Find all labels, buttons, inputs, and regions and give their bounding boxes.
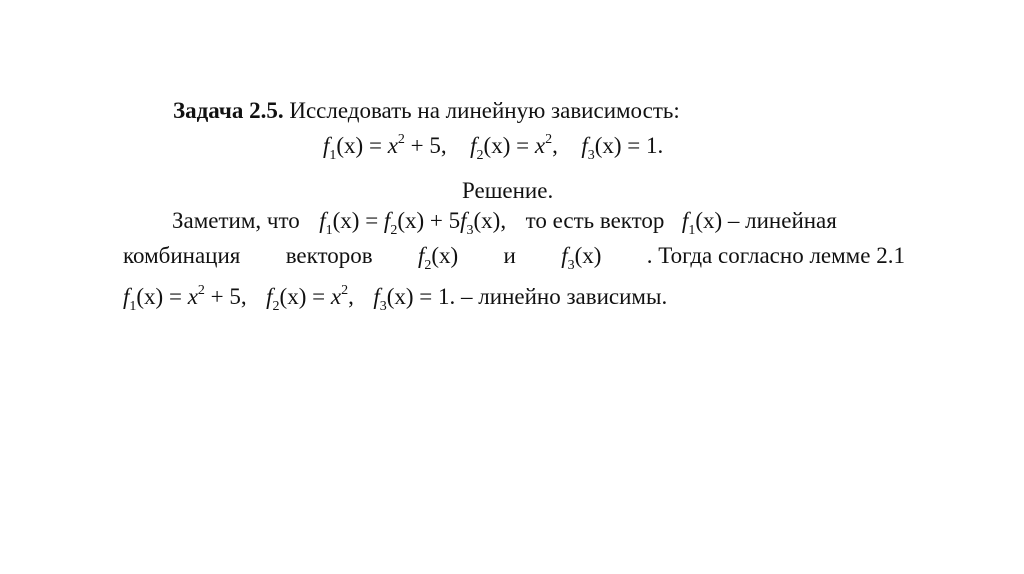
- solution-line-1: Заметим, что $f_1(x) = f_2(x) + 5f_3(x)$, то есть вектор $f_1(x)$ – линейная: [172, 208, 837, 238]
- vector-f3: $f_3(x)$: [561, 243, 602, 273]
- function-f2: $f_2(x) = x^2$,: [470, 132, 558, 163]
- functions-restated: $f_1(x) = x^2 + 5$, $f_2(x) = x^2$, $f_3(x) = 1$.: [123, 283, 456, 314]
- task-statement: Исследовать на линейную зависимость:: [289, 98, 680, 123]
- equation-f1-sum: $f_1(x) = f_2(x) + 5f_3(x)$,: [319, 208, 507, 238]
- solution-title: Решение.: [462, 178, 554, 203]
- solution-line-3: $f_1(x) = x^2 + 5$, $f_2(x) = x^2$, $f_3(x) = 1$. – линейно зависимы.: [123, 283, 668, 314]
- task-heading: Задача 2.5.: [173, 98, 284, 123]
- function-f3: $f_3(x) = 1$.: [581, 133, 664, 163]
- task-functions: [323, 132, 664, 163]
- vector-f2: $f_2(x)$: [417, 243, 459, 273]
- task-heading-line: [173, 97, 680, 125]
- function-f1: $f_1(x) = x^2 + 5$,: [323, 132, 447, 163]
- vector-f1: $f_1(x)$: [681, 208, 723, 238]
- solution-line-2: комбинация векторов $f_2(x)$ и $f_3(x)$ . Тогда согласно лемме 2.1: [123, 243, 905, 273]
